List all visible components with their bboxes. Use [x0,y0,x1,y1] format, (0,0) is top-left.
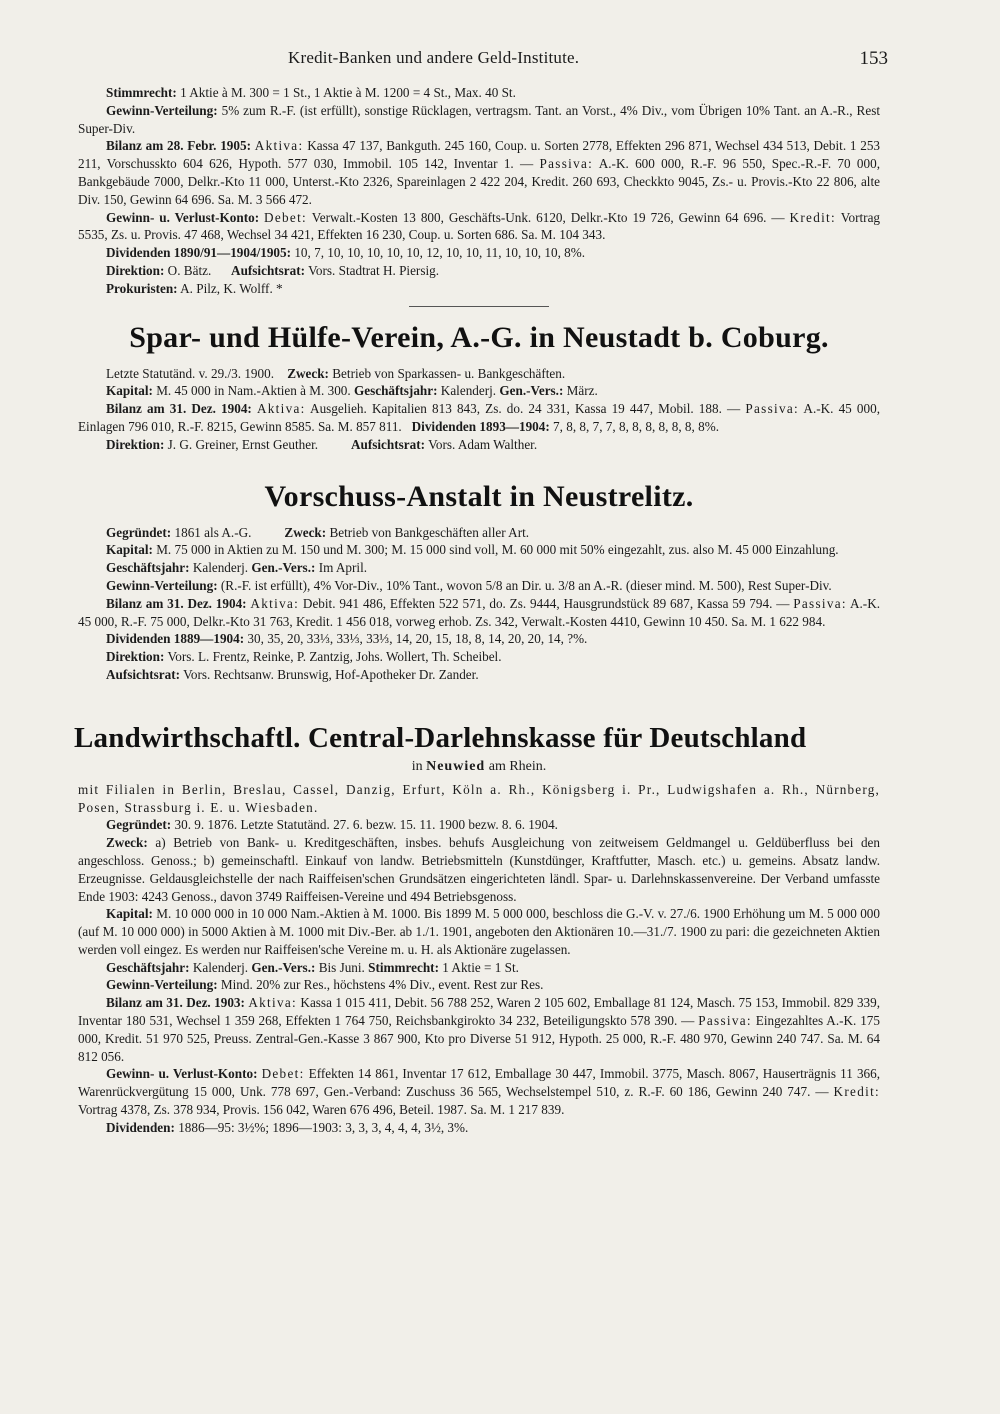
aktiva-text: Debit. 941 486, Effekten 522 571, do. Zs. 9444, Hausgrundstück 89 687, Kassa 59 794. [302,595,773,611]
location-town: Neuwied [426,758,486,774]
gv-konto-label: Gewinn- u. Verlust-Konto: [106,209,260,225]
gewinn-verteilung-paragraph [78,102,880,138]
gewinn-verteilung-text: Mind. 20% zur Res., höchstens 4% Div., event. Rest zur Res. [220,977,544,993]
aktiva-label: Aktiva: [250,595,300,611]
direktion-label: Direktion: [106,649,165,665]
gewinn-verteilung-paragraph [78,976,880,994]
gegruendet-label: Gegründet: [106,524,172,540]
passiva-label: Passiva: [745,401,799,417]
dividenden-paragraph [78,630,880,648]
aufsichtsrat-paragraph [78,666,880,684]
gen-vers-text: Im April. [318,560,368,576]
dividenden-text: 10, 7, 10, 10, 10, 10, 10, 12, 10, 10, 11, 10, 10, 10, 8%. [294,245,586,261]
bilanz-paragraph: Bilanz am 31. Dez. 1904: Aktiva: Ausgelieh. Kapitalien 813 843, Zs. do. 24 331, Kassa 19 447, Mobil. 188. — Passiva: A.-K. 45 000, Einlagen 796 010, R.-F. 8215, Gewinn 8585. Sa. M. 857 811. Dividenden 1893—1904: 7, 8, 8, 7, 7, 8, 8, 8, 8, 8, 8, 8%. [78,401,880,434]
gegruendet-label: Gegründet: [106,817,172,833]
stimmrecht-label: Stimmrecht: [368,959,439,975]
kapital-label: Kapital: [106,542,153,558]
gegruendet-text: 1861 als A.-G. [174,524,252,540]
gegruendet-text: 30. 9. 1876. Letzte Statutänd. 27. 6. bezw. 15. 11. 1900 bezw. 8. 6. 1904. [174,817,558,833]
stimmrecht-text: 1 Aktie = 1 St. [442,959,519,975]
dividenden-text: 30, 35, 20, 33⅓, 33⅓, 33⅓, 14, 20, 15, 18, 8, 14, 20, 20, 14, ?%. [247,631,588,647]
zweck-text: Betrieb von Sparkassen- u. Bankgeschäften. [332,365,566,381]
entry-location [78,759,880,775]
geschaeftsjahr-text: Kalenderj. [192,560,249,576]
prokuristen-text: A. Pilz, K. Wolff. * [180,280,283,296]
kredit-label: Kredit: [789,209,836,225]
aktiva-label: Aktiva: [256,401,306,417]
bilanz-paragraph: Bilanz am 28. Febr. 1905: Aktiva: Kassa 47 137, Bankguth. 245 160, Coup. u. Sorten 2778, Effekten 296 871, Wechsel 434 513, Debit. 1 253 211, Vorschusskto 604 626, Hypoth. 577 030, Immobil. 105 142, Inventar 1. — Passiva: A.-K. 600 000, R.-F. 96 550, Spec.-R.-F. 70 000, Bankgebäude 7000, Delkr.-Kto 11 000, Unterst.-Kto 2326, Spareinlagen 2 422 204, Kredit. 260 693, Checkkto 9045, Zs.- u. Provis.-Kto 22 806, alte Div. 150, Gewinn 64 696. Sa. M. 3 566 472. [78,138,881,207]
entry-heading-neuwied: Landwirthschaftl. Central-Darlehnskasse für Deutschland [74,721,807,754]
prokuristen-paragraph [78,280,880,298]
aktiva-label: Aktiva: [248,995,297,1011]
statut-text: Letzte Statutänd. v. 29./3. 1900. [106,365,274,381]
kapital-paragraph [78,541,880,559]
gv-konto-paragraph: Gewinn- u. Verlust-Konto: Debet: Effekten 14 861, Inventar 17 612, Emballage 30 447, Immobil. 3775, Masch. 8067, Hauserträgnis 11 366, Warenrückvergütung 15 000, Unk. 778 697, Gen.-Verband: Zuschuss 36 565, Wechselstempel 510, z. R.-F. 60 186, Gewinn 240 747. — Kredit: Vortrag 4378, Zs. 378 934, Provis. 156 042, Waren 676 496, Beteil. 1987. Sa. M. 1 217 839. [78,1066,881,1118]
geschaeftsjahr-paragraph [78,559,880,577]
kapital-label: Kapital: [106,906,153,922]
gewinn-verteilung-label: Gewinn-Verteilung: [106,102,218,118]
debet-label: Debet: [264,209,307,225]
zweck-text: Betrieb von Bankgeschäften aller Art. [329,524,530,540]
entry-neuwied [78,781,880,1137]
entry-neustrelitz [78,524,880,684]
aufsichtsrat-label: Aufsichtsrat: [351,436,425,452]
direktion-text: O. Bätz. [167,262,212,278]
kapital-text: M. 75 000 in Aktien zu M. 150 und M. 300; M. 15 000 sind voll, M. 60 000 mit 50% eingezahlt, zus. also M. 45 000 Einzahlung. [156,542,839,558]
zweck-paragraph [78,834,880,905]
dividenden-label: Dividenden: [106,1119,175,1135]
passiva-label: Passiva: [793,595,847,611]
running-title: Kredit-Banken und andere Geld-Institute. [288,48,580,67]
dividenden-paragraph [78,244,880,262]
passiva-text: A.-K. 45 000, Einlagen 796 010, R.-F. 8215, Gewinn 8585. Sa. M. 857 811. [78,401,880,434]
geschaeftsjahr-text: Kalenderj. [192,959,249,975]
zweck-label: Zweck: [284,524,327,540]
kredit-text: Vortrag 5535, Zs. u. Provis. 47 468, Wechsel 34 421, Effekten 16 230, Coup. u. Sorten 686. Sa. M. 104 343. [78,209,881,243]
dividenden-label: Dividenden 1890/91—1904/1905: [106,245,292,261]
direktion-text: J. G. Greiner, Ernst Geuther. [167,436,319,452]
gewinn-verteilung-label: Gewinn-Verteilung: [106,977,218,993]
aufsichtsrat-text: Vors. Stadtrat H. Piersig. [308,262,440,278]
running-head [78,44,888,84]
debet-text: Effekten 14 861, Inventar 17 612, Emballage 30 447, Immobil. 3775, Masch. 8067, Hauserträgnis 11 366, Warenrückvergütung 15 000, Unk. 778 697, Gen.-Verband: Zuschuss 36 565, Wechselstempel 510, z. R.-F. 60 186, Gewinn 240 747. [78,1066,881,1100]
geschaeftsjahr-paragraph [78,959,880,977]
gewinn-verteilung-label: Gewinn-Verteilung: [106,577,218,593]
gewinn-verteilung-paragraph [78,577,880,595]
stimmrecht-paragraph [78,84,880,102]
gewinn-verteilung-text: 5% zum R.-F. (ist erfüllt), sonstige Rücklagen, vertragsm. Tant. an Vorst., 4% Div., vom Übrigen 10% Tant. an A.-R., Rest Super-Div. [78,102,880,136]
entry-divider [409,306,549,307]
aufsichtsrat-label: Aufsichtsrat: [106,666,180,682]
prokuristen-label: Prokuristen: [106,280,178,296]
dividenden-text: 7, 8, 8, 7, 7, 8, 8, 8, 8, 8, 8, 8%. [553,418,719,434]
statut-paragraph [78,365,880,383]
zweck-label: Zweck: [106,835,148,851]
passiva-label: Passiva: [539,156,594,172]
entry-heading-neustrelitz: Vorschuss-Anstalt in Neustrelitz. [264,479,694,513]
bilanz-label: Bilanz am 28. Febr. 1905: [106,138,251,154]
aktiva-text: Kassa 47 137, Bankguth. 245 160, Coup. u. Sorten 2778, Effekten 296 871, Wechsel 434 513, Debit. 1 253 211, Vorschusskto 604 626, Hypoth. 577 030, Immobil. 105 142, Inventar 1. [78,138,881,172]
aktiva-label: Aktiva: [254,138,304,154]
direktion-label: Direktion: [106,262,165,278]
gen-vers-label: Gen.-Vers.: [251,560,316,576]
location-prefix: in [411,758,423,774]
gv-konto-label: Gewinn- u. Verlust-Konto: [106,1066,258,1082]
bilanz-label: Bilanz am 31. Dez. 1903: [106,995,245,1011]
kapital-label: Kapital: [106,383,153,399]
geschaeftsjahr-text: Kalenderj. [440,383,497,399]
kapital-paragraph [78,382,880,400]
entry-heading-neustadt: Spar- und Hülfe-Verein, A.-G. in Neustadt b. Coburg. [129,320,829,354]
passiva-label: Passiva: [698,1013,752,1029]
kredit-label: Kredit: [833,1084,881,1100]
debet-text: Verwalt.-Kosten 13 800, Geschäfts-Unk. 6120, Delkr.-Kto 19 726, Gewinn 64 696. [311,209,767,225]
gen-vers-label: Gen.-Vers.: [499,383,564,399]
kapital-paragraph [78,905,880,958]
bilanz-label: Bilanz am 31. Dez. 1904: [106,401,252,417]
aufsichtsrat-text: Vors. Rechtsanw. Brunswig, Hof-Apotheker Dr. Zander. [183,666,479,682]
direktion-paragraph [78,262,880,280]
aktiva-text: Ausgelieh. Kapitalien 813 843, Zs. do. 24 331, Kassa 19 447, Mobil. 188. [310,401,722,417]
geschaeftsjahr-label: Geschäftsjahr: [106,959,190,975]
location-suffix: am Rhein. [488,758,547,774]
passiva-text: Eingezahltes A.-K. 175 000, Kredit. 51 970 525, Preuss. Zentral-Gen.-Kasse 3 867 900, Kto pro Diverse 51 912, Hypoth. 25 000, R.-F. 480 970, Gewinn 240 747. Sa. M. 64 812 056. [78,1013,880,1064]
branches-paragraph: mit Filialen in Berlin, Breslau, Cassel, Danzig, Erfurt, Köln a. Rh., Königsberg i. Pr., Ludwigshafen a. Rh., Nürnberg, Posen, Strassburg i. E. u. Wiesbaden. [78,781,880,815]
aktiva-text: Kassa 1 015 411, Debit. 56 788 252, Waren 2 105 602, Emballage 81 124, Masch. 75 153, Immobil. 829 339, Inventar 180 531, Wechsel 1 359 268, Effekten 1 764 750, Reichsbankgirokto 34 232, Beteiligungskto 578 390. [78,995,881,1029]
bilanz-paragraph: Bilanz am 31. Dez. 1903: Aktiva: Kassa 1 015 411, Debit. 56 788 252, Waren 2 105 602, Emballage 81 124, Masch. 75 153, Immobil. 829 339, Inventar 180 531, Wechsel 1 359 268, Effekten 1 764 750, Reichsbankgirokto 34 232, Beteiligungskto 578 390. — Passiva: Eingezahltes A.-K. 175 000, Kredit. 51 970 525, Preuss. Zentral-Gen.-Kasse 3 867 900, Kto pro Diverse 51 912, Hypoth. 25 000, R.-F. 480 970, Gewinn 240 747. Sa. M. 64 812 056. [78,995,881,1064]
geschaeftsjahr-label: Geschäftsjahr: [106,560,190,576]
direktion-paragraph [78,436,880,454]
passiva-text: A.-K. 600 000, R.-F. 96 550, Spec.-R.-F. 70 000, Bankgebäude 7000, Delkr.-Kto 11 000, Unterst.-Kto 2326, Spareinlagen 2 422 204, Kredit. 260 693, Checkkto 9045, Zs.- u. Provis.-Kto 22 806, alte Div. 150, Gewinn 64 696. Sa. M. 3 566 472. [78,156,880,207]
page-number: 153 [859,48,888,69]
zweck-label: Zweck: [287,365,329,381]
dividenden-paragraph [78,1119,880,1137]
geschaeftsjahr-label: Geschäftsjahr: [353,383,438,399]
passiva-text: A.-K. 45 000, R.-F. 75 000, Delkr.-Kto 31 763, Kredit. 1 456 018, vorweg erhob. Zs. 342, Verwalt.-Kosten 4410, Gewinn 10 450. Sa. M. 1 622 984. [78,595,881,629]
entry-previous [78,84,880,298]
direktion-text: Vors. L. Frentz, Reinke, P. Zantzig, Johs. Wollert, Th. Scheibel. [167,649,502,665]
kapital-text: M. 10 000 000 in 10 000 Nam.-Aktien à M. 1000. Bis 1899 M. 5 000 000, beschloss die G.-V. v. 27./6. 1900 Erhöhung um M. 5 000 000 (auf M. 10 000 000) in 5000 Aktien à M. 1000 mit Div.-Ber. ab 1./1. 1901, angeboten den Aktionären 10.—31./7. 1900 zu pari: die gezeichneten Aktien werden voll eingez. Es werden nur Raiffeisen'sche Vereine m. u. H. als Aktionäre zugelassen. [78,906,880,957]
entry-neustadt [78,365,880,454]
kapital-text: M. 45 000 in Nam.-Aktien à M. 300. [156,383,351,399]
bilanz-paragraph: Bilanz am 31. Dez. 1904: Aktiva: Debit. 941 486, Effekten 522 571, do. Zs. 9444, Hausgrundstück 89 687, Kassa 59 794. — Passiva: A.-K. 45 000, R.-F. 75 000, Delkr.-Kto 31 763, Kredit. 1 456 018, vorweg erhob. Zs. 342, Verwalt.-Kosten 4410, Gewinn 10 450. Sa. M. 1 622 984. [78,595,881,629]
zweck-text: a) Betrieb von Bank- u. Kreditgeschäften, insbes. behufs Ausgleichung von zeitweisem Geldmangel u. Geldüberfluss bei den angeschloss. Genoss.; b) gemeinschaftl. Einkauf von landw. Betriebsmitteln (Kunstdünger, Kraftfutter, Masch. etc.) u. gemeins. Absatz landw. Erzeugnisse. Geldausgleichstelle der nach Raiffeisen'schen Grundsätzen eingerichteten ländl. Spar- u. Darlehnskassenvereine. Der Verband umfasste Ende 1903: 4243 Genoss., davon 3749 Raiffeisen-Vereine und 494 Betriebsgenoss. [78,835,880,904]
bilanz-label: Bilanz am 31. Dez. 1904: [106,595,247,611]
gv-konto-paragraph: Gewinn- u. Verlust-Konto: Debet: Verwalt.-Kosten 13 800, Geschäfts-Unk. 6120, Delkr.-Kto 19 726, Gewinn 64 696. — Kredit: Vortrag 5535, Zs. u. Provis. 47 468, Wechsel 34 421, Effekten 16 230, Coup. u. Sorten 686. Sa. M. 104 343. [78,209,881,243]
gewinn-verteilung-text: (R.-F. ist erfüllt), 4% Vor-Div., 10% Tant., wovon 5/8 an Dir. u. 3/8 an A.-R. (dieser mind. M. 500), Rest Super-Div. [220,577,832,593]
direktion-paragraph [78,648,880,666]
kredit-text: Vortrag 4378, Zs. 378 934, Provis. 156 042, Waren 676 496, Beteil. 1987. Sa. M. 1 217 839. [78,1102,565,1118]
gegruendet-paragraph [78,816,880,834]
dividenden-label: Dividenden 1889—1904: [106,631,245,647]
aufsichtsrat-label: Aufsichtsrat: [231,262,306,278]
dividenden-label: Dividenden 1893—1904: [411,418,550,434]
debet-label: Debet: [261,1066,305,1082]
direktion-label: Direktion: [106,436,165,452]
gen-vers-text: März. [566,383,598,399]
gen-vers-text: Bis Juni. [318,959,365,975]
stimmrecht-text: 1 Aktie à M. 300 = 1 St., 1 Aktie à M. 1200 = 4 St., Max. 40 St. [180,85,516,100]
aufsichtsrat-text: Vors. Adam Walther. [428,436,538,452]
gen-vers-label: Gen.-Vers.: [251,959,316,975]
dividenden-text: 1886—95: 3½%; 1896—1903: 3, 3, 3, 4, 4, 4, 3½, 3%. [178,1119,469,1135]
gegruendet-paragraph [78,524,880,542]
stimmrecht-label: Stimmrecht: [106,85,177,100]
